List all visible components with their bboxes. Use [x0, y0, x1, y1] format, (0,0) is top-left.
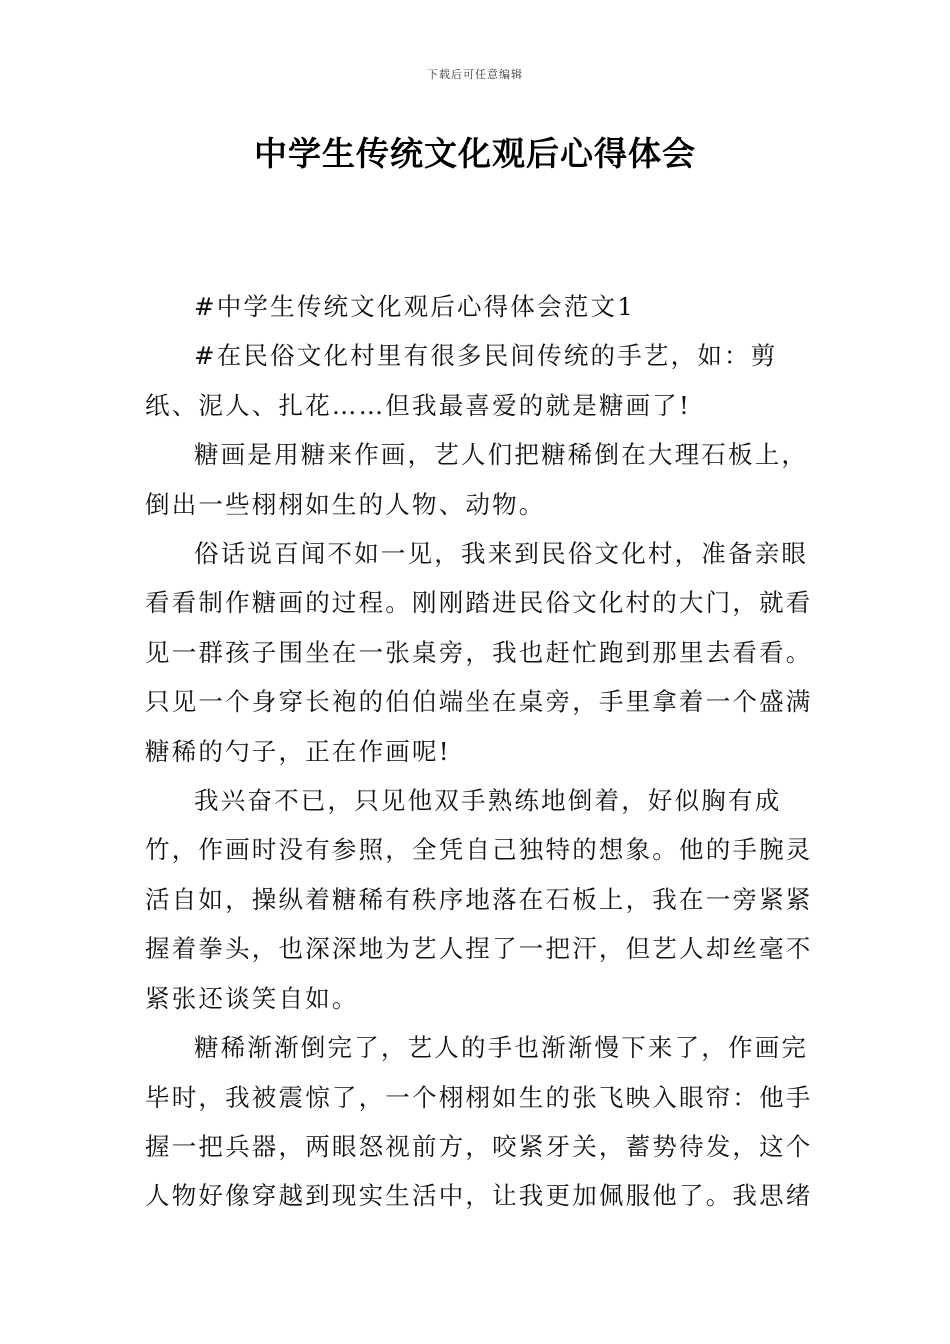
- document-body: [145, 282, 827, 1221]
- document-title: 中学生传统文化观后心得体会: [254, 134, 696, 173]
- paragraph: #在民俗文化村里有很多民间传统的手艺，如：剪纸、泥人、扎花……但我最喜爱的就是糖画了!: [145, 341, 778, 420]
- paragraph: 糖稀渐渐倒完了，艺人的手也渐渐慢下来了，作画完毕时，我被震惊了，一个栩栩如生的张飞映入眼帘：他手握一把兵器，两眼怒视前方，咬紧牙关，蓄势待发，这个人物好像穿越到现实生活中，让我更加佩服他了。我思绪: [145, 1033, 813, 1211]
- paragraph: #中学生传统文化观后心得体会范文1: [194, 292, 636, 321]
- paragraph: 我兴奋不已，只见他双手熟练地倒着，好似胸有成竹，作画时没有参照，全凭自己独特的想象。他的手腕灵活自如，操纵着糖稀有秩序地落在石板上，我在一旁紧紧握着拳头，也深深地为艺人捏了一把汗，但艺人却丝毫不紧张还谈笑自如。: [145, 786, 813, 1013]
- paragraph: 糖画是用糖来作画，艺人们把糖稀倒在大理石板上，倒出一些栩栩如生的人物、动物。: [145, 440, 809, 519]
- header-note: 下载后可任意编辑: [427, 68, 523, 81]
- paragraph: 俗话说百闻不如一见，我来到民俗文化村，准备亲眼看看制作糖画的过程。刚刚踏进民俗文化村的大门，就看见一群孩子围坐在一张桌旁，我也赶忙跑到那里去看看。只见一个身穿长袍的伯伯端坐在桌旁，手里拿着一个盛满糖稀的勺子，正在作画呢!: [145, 539, 813, 766]
